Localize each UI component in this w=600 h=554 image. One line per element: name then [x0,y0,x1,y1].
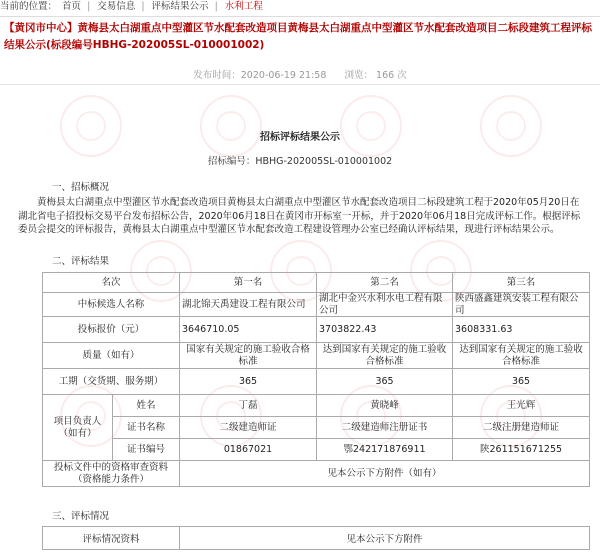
watermark-seal [340,95,402,157]
publish-meta [0,67,600,81]
divider [0,16,600,17]
cert-no-third: 陕261151671255 [453,439,590,461]
breadcrumb-separator: | [87,1,91,12]
table-row [43,439,590,461]
row-label-period: 工期（交货期、服务期） [43,369,180,395]
pm-name-third: 王光辉 [453,395,590,417]
quality-second: 达到国家有关规定的施工验收合格标准 [317,343,453,369]
table-row [43,527,590,550]
table-row [43,417,590,439]
breadcrumb-prefix: 当前的位置： [0,1,58,12]
row-label-project-manager: 项目负责人（如有） [43,395,113,461]
page-title: 【黄冈市中心】黄梅县太白湖重点中型灌区节水配套改造项目黄梅县太白湖重点中型灌区节水配套改造项目二标段建筑工程评标结果公示(标段编号HBHG-202005SL-010001002) [4,22,592,51]
cert-first: 二级建造师证 [180,417,317,439]
row-label-price: 投标报价（元） [43,317,180,343]
views-count: 166 [376,70,395,81]
row-label-evaluation-info: 评标情况资料 [43,527,180,550]
breadcrumb-separator: | [214,1,218,12]
breadcrumb-trade-info[interactable]: 交易信息 [97,1,136,12]
price-second: 3703822.43 [317,317,453,343]
table-row [43,273,590,293]
section-results-heading: 二、评标结果 [52,256,110,267]
table-row [43,317,590,343]
breadcrumb [0,0,600,16]
table-row [43,461,590,487]
period-third: 365 [453,369,590,395]
price-first: 3646710.05 [180,317,317,343]
tender-number-value: HBHG-202005SL-010001002 [255,156,393,167]
row-label-quality: 质量（如有） [43,343,180,369]
candidate-third: 陕西盛鑫建筑安装工程有限公司 [453,293,590,317]
row-label-name: 姓名 [113,395,180,417]
publish-label: 发布时间： [193,70,241,81]
qualification-review-value: 见本公示下方附件（如有） [180,461,590,487]
tender-number [0,153,600,167]
row-label-candidate: 中标候选人名称 [43,293,180,317]
pm-name-first: 丁磊 [180,395,317,417]
quality-third: 达到国家有关规定的施工验收合格标准 [453,343,590,369]
row-label-cert-no: 证书编号 [113,439,180,461]
document-title: 招标评标结果公示 [260,132,340,143]
evaluation-table [42,526,590,550]
price-third: 3608331.63 [453,317,590,343]
evaluation-info-value: 见本公示下方附件 [180,527,590,550]
quality-first: 国家有关规定的施工验收合格标准 [180,343,317,369]
section-evaluation-heading: 三、评标情况 [52,511,110,522]
views-label: 浏览： [344,70,374,81]
header-rank: 名次 [43,273,180,293]
cert-no-first: 01867021 [180,439,317,461]
breadcrumb-home[interactable]: 首页 [62,1,82,12]
cert-second: 二级建造师注册证书 [317,417,453,439]
watermark-seal [60,95,122,157]
overview-paragraph: 黄梅县太白湖重点中型灌区节水配套改造项目黄梅县太白湖重点中型灌区节水配套改造项目二标段建筑工程于2020年05月20日在湖北省电子招投标交易平台发布招标公告，2020年06月18日在黄冈市开标室一开标，并于2020年06月18日完成评标工作。根据评标委员会提交的评标报告，黄梅县太白湖重点中型灌区节水配套改造工程建设管理办公室已经确认评标结果，现进行评标结果公示。 [18,197,581,235]
views-unit: 次 [397,70,407,81]
breadcrumb-separator: | [141,1,145,12]
row-label-qualification-review: 投标文件中的资格审查资料（资格能力条件） [43,461,180,487]
watermark-seal [480,95,542,157]
cert-no-second: 鄂242171876911 [317,439,453,461]
header-second: 第二名 [317,273,453,293]
table-row [43,293,590,317]
candidate-first: 湖北锦天禹建设工程有限公司 [180,293,317,317]
section-overview-heading: 一、招标概况 [52,182,110,193]
divider [0,84,600,85]
results-table [42,272,590,487]
table-row [43,395,590,417]
table-row [43,343,590,369]
tender-number-label: 招标编号： [207,156,256,167]
pm-name-second: 黄晓峰 [317,395,453,417]
table-row [43,369,590,395]
cert-third: 二级注册建造师证 [453,417,590,439]
header-first: 第一名 [180,273,317,293]
breadcrumb-result-notice[interactable]: 评标结果公示 [151,1,209,12]
watermark-seal [200,95,262,157]
period-second: 365 [317,369,453,395]
breadcrumb-water-project[interactable]: 水利工程 [224,1,263,12]
candidate-second: 湖北中金兴水利水电工程有限公司 [317,293,453,317]
publish-time: 2020-06-19 21:58 [240,70,327,81]
row-label-cert: 证书名称 [113,417,180,439]
header-third: 第三名 [453,273,590,293]
period-first: 365 [180,369,317,395]
